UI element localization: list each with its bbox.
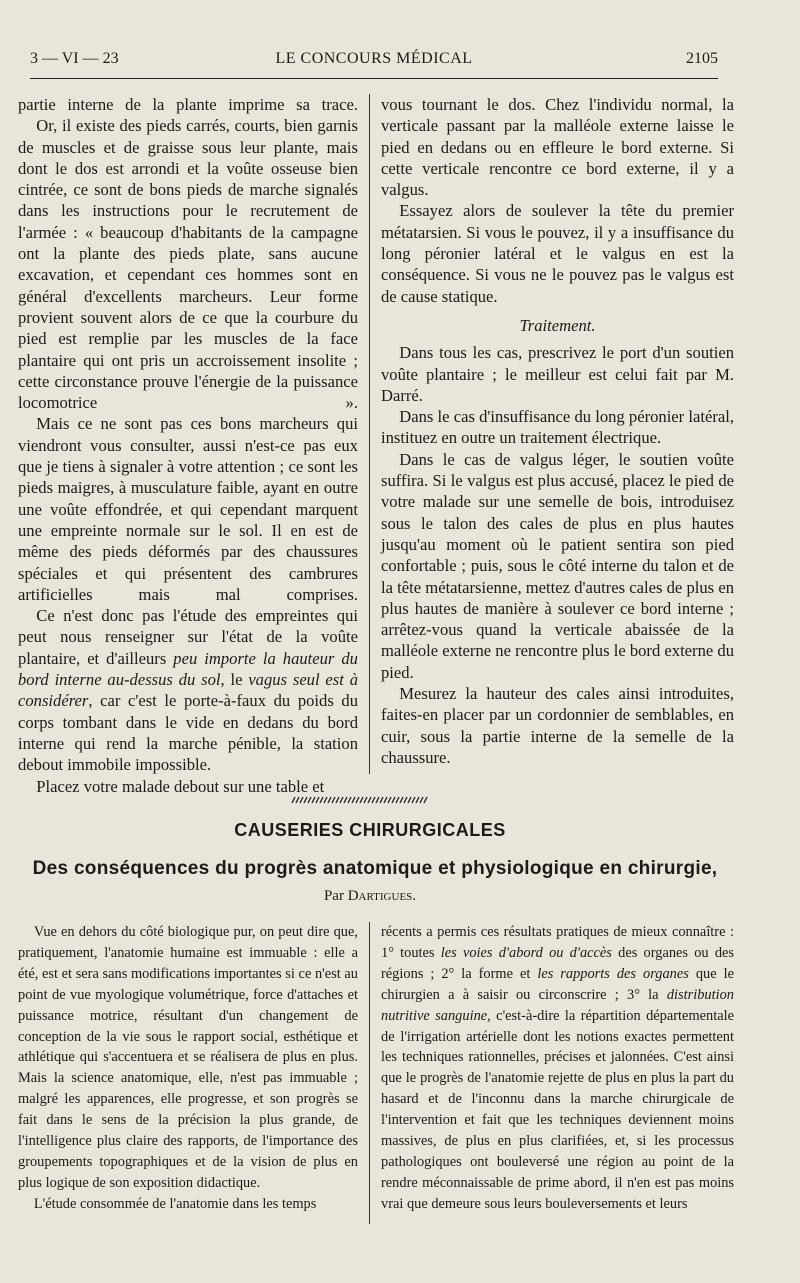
paragraph: L'étude consommée de l'anatomie dans les temps xyxy=(33,1195,317,1212)
paragraph: Or, il existe des pieds carrés, courts, bien garnis de muscles et de graisse sous leur plante, mais dont le dos est arrondi et la voûte osseuse bien cintrée, ce sont de bons pieds de marche signalés dans les instructions pour le recrutement de l'armée : « beaucoup d'habitants de la campagne ont la plante des pieds plate, sans aucune excavation, et cependant ces hommes sont en général d'excellents marcheurs. Leur forme provient souvent alors de ce que la courbure du pied est remplie par les muscles de la face plantaire qui ont pris un accroissement insolite ; cette circonstance prouve l'énergie de la puissance locomotrice ». xyxy=(18,116,358,413)
lower-right-column xyxy=(381,922,734,1215)
paragraph: récents a permis ces résultats pratiques de mieux connaître : 1° toutes les voies d'abord ou d'accès des organes ou des régions ; 2° la forme et les rapports des organes que le chirurgien a à saisir ou circonscrire ; 3° la distribution nutritive sanguine, c'est-à-dire la répartition départementale de l'irrigation artérielle dont les notions exactes permettent les techniques rationnelles, précises et jalonnées. C'est ainsi que le progrès de l'anatomie rejette de plus en plus la part du hasard et de l'inconnu dans la marche chirurgicale de l'intervention et fait que les techniques deviennent moins massives, de plus en plus clarifiées, et, si les processus pathologiques ont bouleversé une région au point de la rendre méconnaissable de prime abord, il n'en est pas moins vrai que demeure sous leurs bouleversements et leurs xyxy=(381,924,734,1212)
lower-left-column xyxy=(18,922,358,1215)
section-title: CAUSERIES CHIRURGICALES xyxy=(234,820,506,840)
italic-phrase: peu importe la hauteur du bord interne au-dessus du sol xyxy=(18,648,358,690)
paragraph: vous tournant le dos. Chez l'individu normal, la verticale passant par la malléole externe laisse le pied en dedans ou en effleure le bord externe. Si cette verticale rencontre ce bord externe, il y a valgus. xyxy=(381,95,734,200)
page-number: 2105 xyxy=(686,50,718,67)
column-divider xyxy=(369,922,370,1224)
italic-phrase: distribution nutritive sanguine xyxy=(381,986,734,1024)
italic-phrase: vagus seul est à considérer xyxy=(18,670,358,711)
article-title: Des conséquences du progrès anatomique et physiologique en chirurgie, xyxy=(32,858,718,879)
header-rule xyxy=(30,78,718,79)
column-divider xyxy=(369,94,370,774)
italic-phrase: les rapports des organes xyxy=(537,965,689,982)
paragraph: Dans le cas de valgus léger, le soutien voûte suffira. Si le valgus est plus accusé, placez le pied de votre malade sur une semelle de bois, introduisez sous le talon des cales de plus en plus hautes jusqu'au moment où le patient sentira son pied confortable ; puis, sous le côté interne du talon et de la tête métatarsienne, mettez d'autres cales de plus en plus hautes de manière à soulever ce bord interne ; arrêtez-vous quand la verticale abaissée de la malléole externe ne rencontre plus le bord externe du pied. xyxy=(381,449,734,682)
upper-left-column xyxy=(18,94,358,797)
paragraph: partie interne de la plante imprime sa trace. xyxy=(18,95,358,114)
paragraph: Vue en dehors du côté biologique pur, on peut dire que, pratiquement, l'anatomie humaine est immuable : elle a été, est et sera sans modifications importantes si ce n'est au point de vue myologique volumétrique, force d'attaches et puissance motrice, résultant d'un changement de conception de la vie sous le rapport social, esthétique et athlétique qui s'accentuera et se réalisera de plus en plus. Mais la science anatomique, elle, n'est pas immuable ; malgré les apparences, elle progresse, et son progrès se fait dans le sens de la précision la plus grande, de l'intelligence plus claire des rapports, de l'importance des groupements topographiques et de la vision de plus en plus logique de son exposition didactique. xyxy=(18,924,358,1191)
subheading-traitement: Traitement. xyxy=(519,315,596,335)
ornamental-divider xyxy=(290,796,430,804)
paragraph: Placez votre malade debout sur une table et xyxy=(36,776,325,796)
paragraph: Mesurez la hauteur des cales ainsi introduites, faites-en placer par un cordonnier de semblables, en cuir, sous la partie interne de la semelle de la chaussure. xyxy=(381,684,734,767)
journal-title: LE CONCOURS MÉDICAL xyxy=(275,50,473,67)
upper-right-column xyxy=(381,94,734,768)
italic-phrase: les voies d'abord ou d'accès xyxy=(440,944,612,961)
paragraph: Ce n'est donc pas l'étude des empreintes qui peut nous renseigner sur l'état de la voûte plantaire, et d'ailleurs peu importe la hauteur du bord interne au-dessus du sol, le vagus seul est à considérer, car c'est le porte-à-faux du poids du corps tombant dans le vide en dedans du bord interne qui rend la marche pénible, la station debout immobile impossible. xyxy=(18,606,358,775)
issue-date: 3 — VI — 23 xyxy=(30,50,119,67)
paragraph: Essayez alors de soulever la tête du premier métatarsien. Si vous le pouvez, il y a insuffisance du long péronier latéral et le valgus en est la conséquence. Si vous ne le pouvez pas le valgus est de cause statique. xyxy=(381,201,734,306)
paragraph: Dans tous les cas, prescrivez le port d'un soutien voûte plantaire ; le meilleur est celui fait par M. Darré. xyxy=(381,343,734,405)
running-head xyxy=(30,50,718,74)
paragraph: Dans le cas d'insuffisance du long péronier latéral, instituez en outre un traitement électrique. xyxy=(381,407,734,448)
author-name: Dartigues. xyxy=(347,888,417,904)
byline: Par Dartigues. xyxy=(323,888,417,904)
paragraph: Mais ce ne sont pas ces bons marcheurs qui viendront vous consulter, aussi n'est-ce pas eux que je tiens à signaler à votre attention ; ce sont les pieds maigres, à musculature faible, ayant en outre une voûte effondrée, et qui cependant marquent une empreinte normale sur le sol. Il en est de même des pieds déformés par des chaussures spéciales et qui présentent des cambrures artificielles mais mal comprises. xyxy=(18,414,358,604)
